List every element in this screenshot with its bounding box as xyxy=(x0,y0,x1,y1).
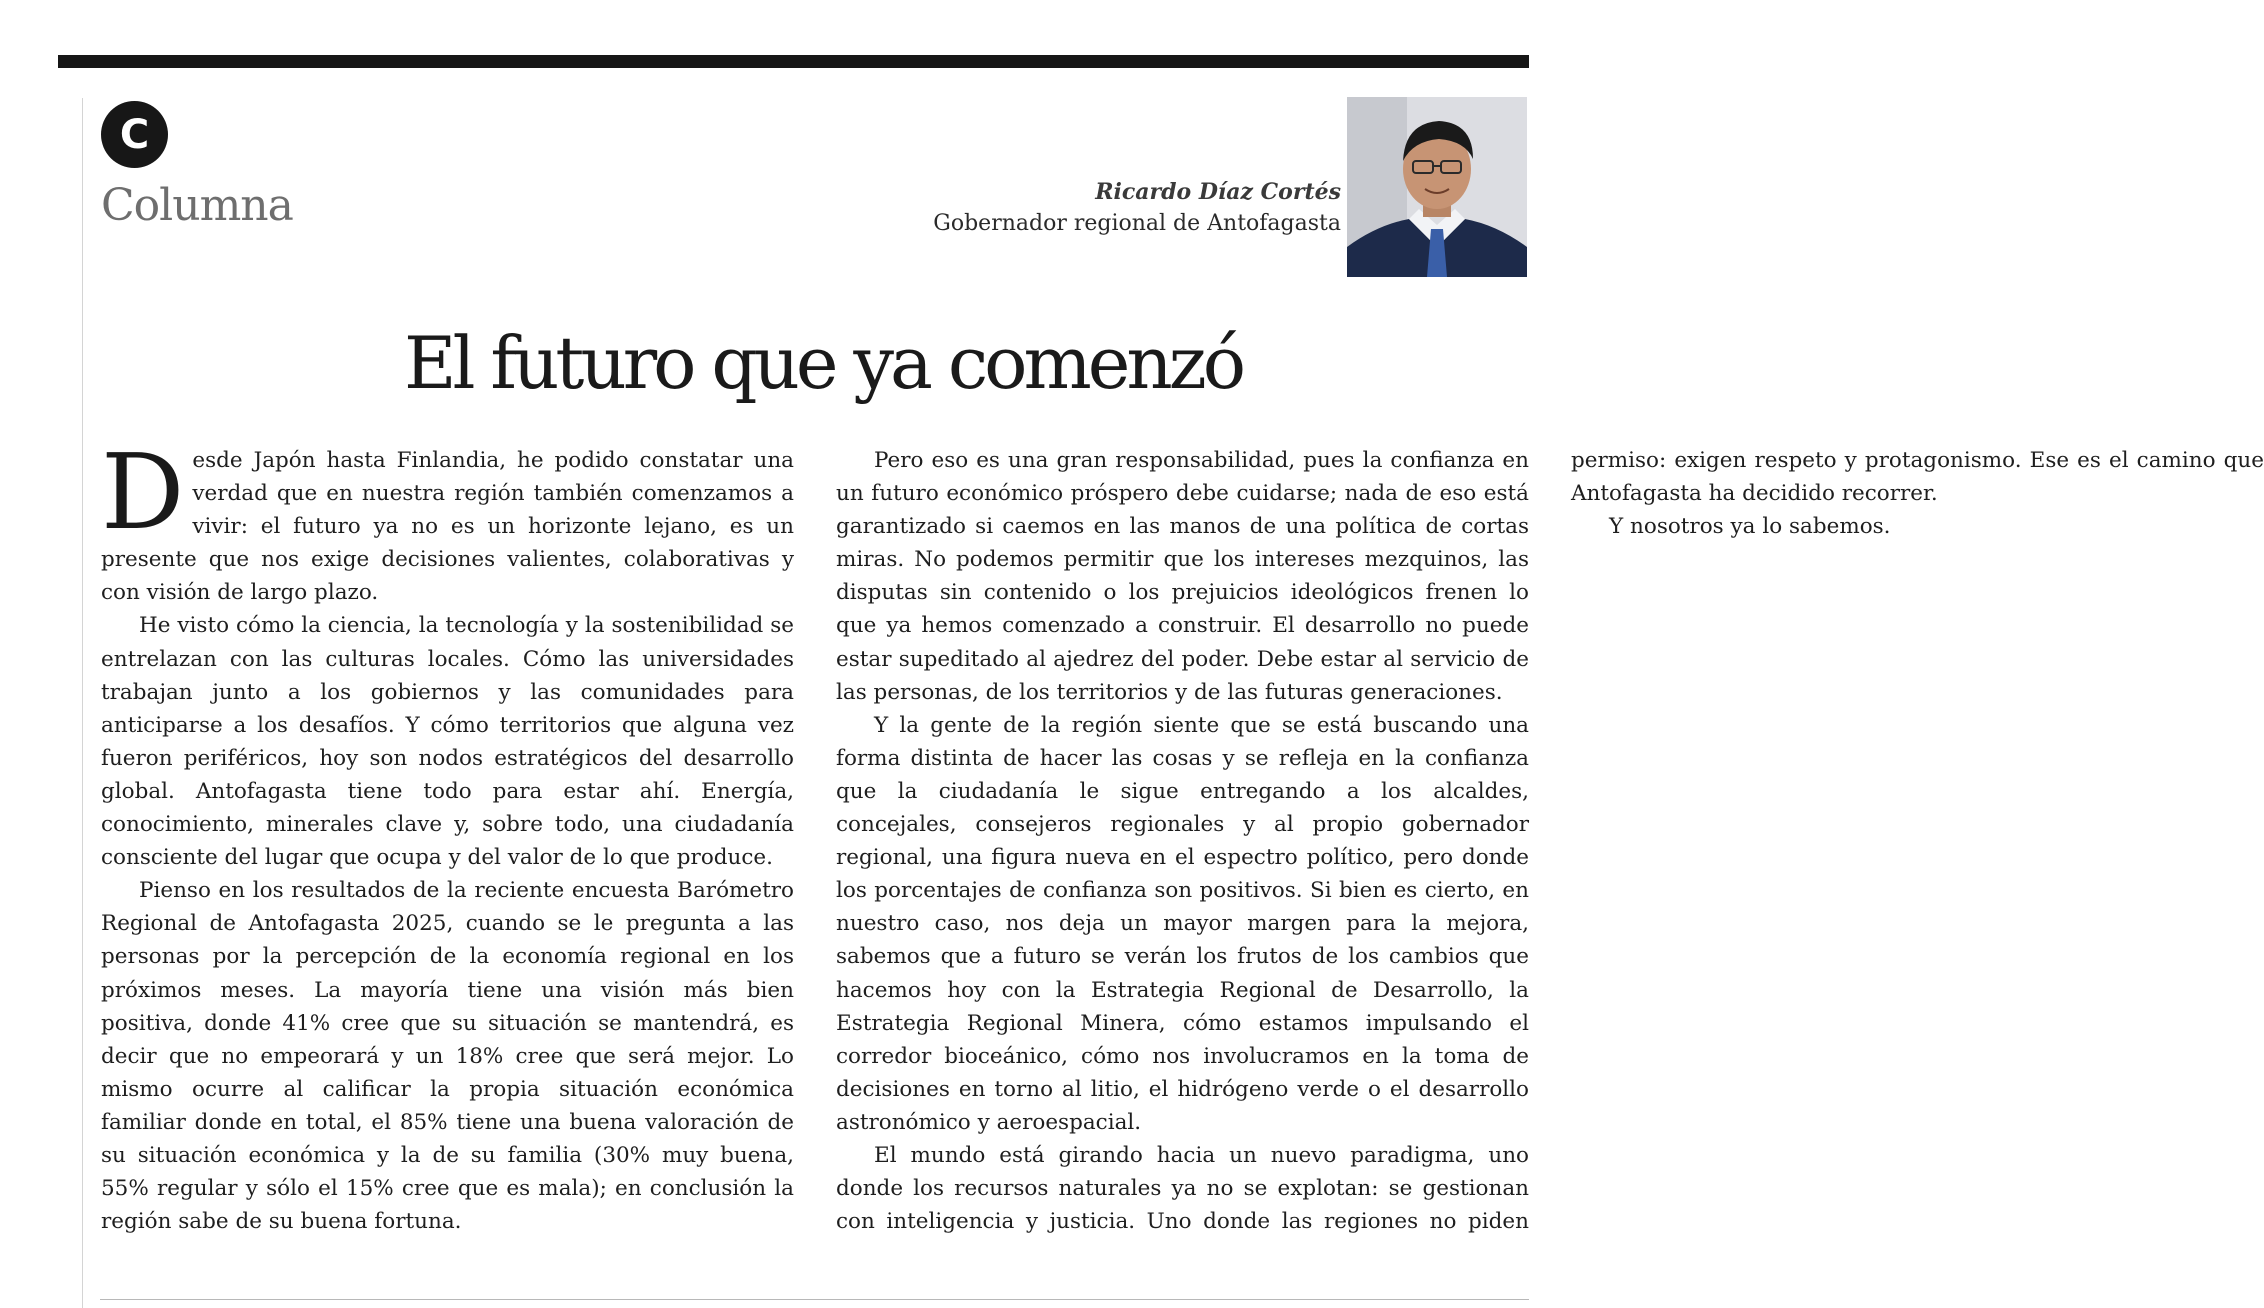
article-body xyxy=(101,431,2264,1284)
bottom-rule xyxy=(100,1299,1529,1300)
paragraph-text: esde Japón hasta Finlandia, he podido constatar una verdad que en nuestra región también comenzamos a vivir: el futuro ya no es un horizonte lejano, es un presente que nos exige decisiones valientes, colaborativas y con visión de largo plazo. xyxy=(101,448,794,606)
left-margin-rule xyxy=(82,98,83,1308)
paragraph: Y la gente de la región siente que se está buscando una forma distinta de hacer las cosas y se refleja en la confianza que la ciudadanía le sigue entregando a los alcaldes, concejales, consejeros regionales y al propio gobernador regional, una figura nueva en el espectro político, pero donde los porcentajes de confianza son positivos. Si bien es cierto, en nuestro caso, nos deja un mayor margen para la mejora, sabemos que a futuro se verán los frutos de los cambios que hacemos hoy con la Estrategia Regional de Desarrollo, la Estrategia Regional Minera, cómo estamos impulsando el corredor bioceánico, cómo nos involucramos en la toma de decisiones en torno al litio, el hidrógeno verde o el desarrollo astronómico y aeroespacial. xyxy=(836,712,1529,1135)
paragraph: He visto cómo la ciencia, la tecnología y la sostenibilidad se entrelazan con las culturas locales. Cómo las universidades trabajan junto a los gobiernos y las comunidades para anticiparse a los desafíos. Y cómo territorios que alguna vez fueron periféricos, hoy son nodos estratégicos del desarrollo global. Antofagasta tiene todo para estar ahí. Energía, conocimiento, minerales clave y, sobre todo, una ciudadanía consciente del lugar que ocupa y del valor de lo que produce. xyxy=(101,613,794,871)
paragraph: El mundo está girando hacia un nuevo paradigma, uno donde los recursos naturales ya no se explotan: se gestionan con inteligencia y justicia. Uno donde las regiones no piden permiso: exigen respeto y protagonismo. Ese es el camino que Antofagasta ha decidido recorrer. xyxy=(836,448,2264,1235)
author-name: Ricardo Díaz Cortés xyxy=(1095,179,1341,205)
author-portrait-image xyxy=(1347,97,1527,277)
paragraph xyxy=(101,431,794,609)
author-role: Gobernador regional de Antofagasta xyxy=(933,211,1341,236)
paragraph: Pero eso es una gran responsabilidad, pues la confianza en un futuro económico próspero debe cuidarse; nada de eso está garantizado si caemos en las manos de una política de cortas miras. No podemos permitir que los intereses mezquinos, las disputas sin contenido o los prejuicios ideológicos frenen lo que ya hemos comenzado a construir. El desarrollo no puede estar supeditado al ajedrez del poder. Debe estar al servicio de las personas, de los territorios y de las futuras generaciones. xyxy=(836,448,1529,705)
author-portrait xyxy=(1347,97,1527,277)
headline: El futuro que ya comenzó xyxy=(403,321,1243,405)
column-badge xyxy=(101,101,168,168)
drop-cap: D xyxy=(101,431,185,553)
top-rule xyxy=(58,55,1529,68)
paragraph: Y nosotros ya lo sabemos. xyxy=(1609,514,1891,540)
section-label: Columna xyxy=(101,180,293,231)
column-badge-letter: C xyxy=(119,111,150,158)
author-byline xyxy=(933,176,1341,240)
paragraph: Pienso en los resultados de la reciente encuesta Barómetro Regional de Antofagasta 2025, cuando se le pregunta a las personas por la percepción de la economía regional en los próximos meses. La mayoría tiene una visión más bien positiva, donde 41% cree que su situación se mantendrá, es decir que no empeorará y un 18% cree que será mejor. Lo mismo ocurre al calificar la propia situación económica familiar donde en total, el 85% tiene una buena valoración de su situación económica y la de su familia (30% muy buena, 55% regular y sólo el 15% cree que es mala); en conclusión la región sabe de su buena fortuna. xyxy=(101,878,794,1235)
